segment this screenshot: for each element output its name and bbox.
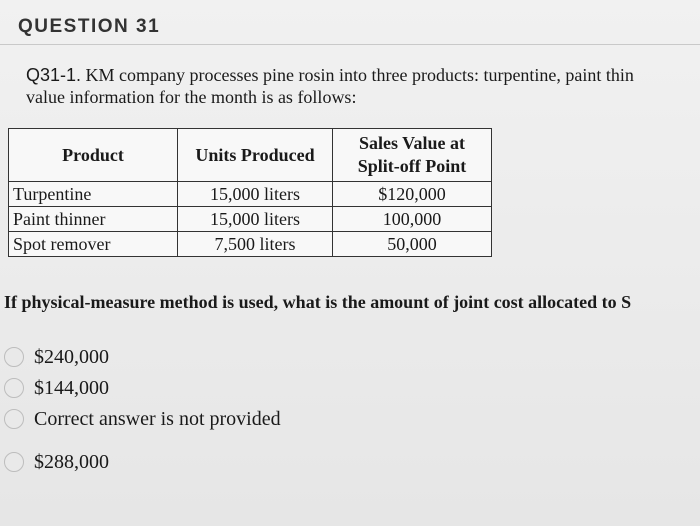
header-sales-value-line-1: Sales Value at [358,133,466,153]
cell-product: Turpentine [9,182,178,207]
header-sales-value-line-2: Split-off Point [357,156,467,176]
question-stem-line-2: value information for the month is as follows: [26,87,357,107]
cell-product: Paint thinner [9,207,178,232]
header-units-produced: Units Produced [178,129,333,182]
answer-option-label[interactable]: $144,000 [34,377,109,399]
answer-option-label[interactable]: $288,000 [34,451,109,473]
question-number: Q31-1. [26,65,82,85]
cell-sales: 100,000 [333,207,492,232]
joint-product-table [8,128,492,257]
cell-units: 15,000 liters [178,182,333,207]
cell-product: Spot remover [9,232,178,257]
answer-option[interactable] [4,374,344,402]
radio-button[interactable] [4,452,24,472]
question-stem [26,64,700,108]
radio-button[interactable] [4,409,24,429]
cell-sales: 50,000 [333,232,492,257]
table-row [9,232,492,257]
answer-option-label[interactable]: $240,000 [34,346,109,368]
answer-option[interactable] [4,343,344,371]
radio-button[interactable] [4,378,24,398]
question-stem-text-1: KM company processes pine rosin into three products: turpentine, paint thin [81,65,634,85]
question-title: QUESTION 31 [18,16,161,37]
header-sales-value [333,129,492,182]
radio-button[interactable] [4,347,24,367]
cell-sales: $120,000 [333,182,492,207]
table-row [9,207,492,232]
cell-units: 15,000 liters [178,207,333,232]
cell-units: 7,500 liters [178,232,333,257]
question-stem-line-1 [26,64,700,86]
header-product: Product [9,129,178,182]
answer-option-label[interactable]: Correct answer is not provided [34,408,281,430]
table-header-row [9,129,492,182]
table-row [9,182,492,207]
question-header [0,0,700,45]
question-prompt: If physical-measure method is used, what is the amount of joint cost allocated to S [4,292,632,312]
answer-option[interactable] [4,448,344,476]
answer-option[interactable] [4,405,344,433]
